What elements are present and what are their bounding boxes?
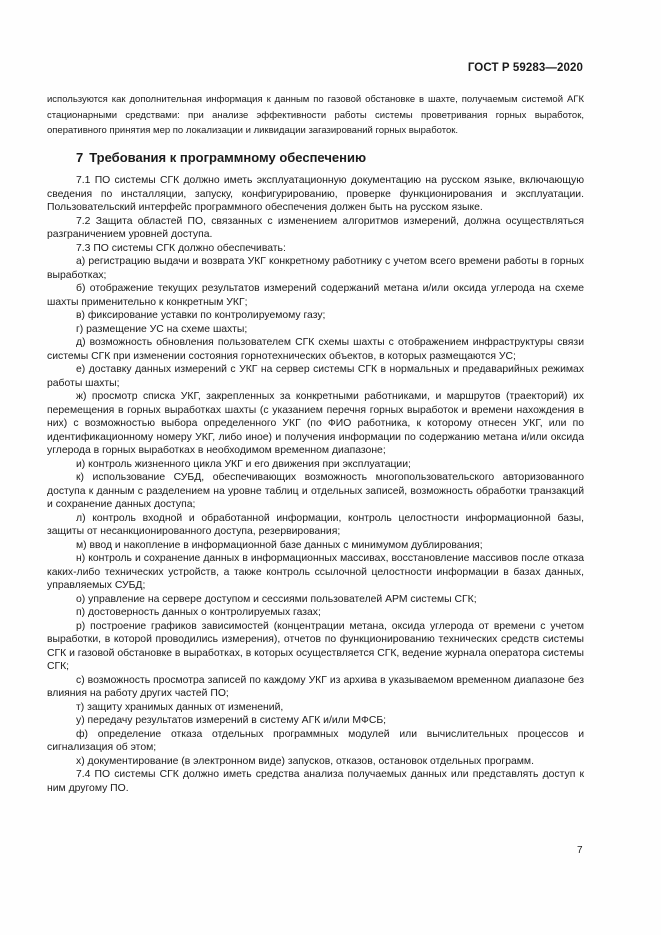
section-heading (76, 150, 366, 165)
list-item-zh: ж) просмотр списка УКГ, закрепленных за конкретными работниками, и маршрутов (траекторий) их перемещения в горных выработках шахты (с указанием перечня горных выработок и времени нахождения в них) с возможностью выбора определенного УКГ (по ФИО работника, к которому отнесен УКГ, или по идентификационному номеру УКГ, либо иное) и получения информации по содержанию метана и/или оксида углерода в горных выработках в необходимом временном диапазоне; (47, 391, 584, 456)
paragraph-7-4: 7.4 ПО системы СГК должно иметь средства анализа получаемых данных или представлять доступ к ним другому ПО. (47, 769, 584, 794)
list-item-d: д) возможность обновления пользователем СГК схемы шахты с отображением инфраструктуры связи системы СГК при изменении состояния горнотехнических объектов, в которых размещаются УС; (47, 337, 584, 362)
list-item-v: в) фиксирование уставки по контролируемому газу; (76, 310, 326, 321)
list-item-o: о) управление на сервере доступом и сессиями пользователей АРМ системы СГК; (76, 593, 477, 605)
section-number: 7 (76, 150, 84, 165)
list-item-b: б) отображение текущих результатов измерений содержаний метана и/или оксида углерода на схеме шахты применительно к конкретным УКГ; (47, 283, 584, 308)
intro-paragraph: используются как дополнительная информация к данным по газовой обстановке в шахте, получаемым системой АГК стационарными средствами: при анализе эффективности работы системы проветривания горных выработок, оперативного принятия мер по локализации и ликвидации загазирований горных выработок. (47, 94, 584, 136)
list-item-a: а) регистрацию выдачи и возврата УКГ конкретному работнику с учетом всего времени работы в горных выработках; (47, 256, 584, 281)
page-number: 7 (577, 845, 583, 856)
standard-header: ГОСТ Р 59283—2020 (467, 62, 583, 74)
list-item-p: п) достоверность данных о контролируемых газах; (76, 607, 321, 618)
paragraph-7-1: 7.1 ПО системы СГК должно иметь эксплуатационную документацию на русском языке, включающую сведения по инсталляции, запуску, конфигурированию, проверке функционирования и эксплуатации. Пользовательский интерфейс программного обеспечения должен быть на русском языке. (47, 175, 584, 213)
list-item-t: т) защиту хранимых данных от изменений, (76, 701, 284, 713)
list-item-n: н) контроль и сохранение данных в информационных массивах, восстановление массивов после отказа каких-либо технических устройств, а также контроль ссылочной целостности информации в базах данных, управляемых СУБД; (47, 553, 584, 591)
section-title: Требования к программному обеспечению (89, 150, 367, 165)
list-item-e: е) доставку данных измерений с УКГ на сервер системы СГК в нормальных и предаварийных режимах работы шахты; (47, 364, 584, 389)
list-item-m: м) ввод и накопление в информационной базе данных с минимумом дублирования; (76, 539, 483, 551)
paragraph-7-3: 7.3 ПО системы СГК должно обеспечивать: (76, 242, 286, 254)
intro-text (47, 92, 584, 139)
section-body (47, 174, 584, 795)
list-item-r: р) построение графиков зависимостей (концентрации метана, оксида углерода от времени с учетом выработки, в которой проводились измерения), отчетов по функционированию технических средств системы СГК и газовой обстановке в выработках, в которых осуществляется СГК, ведение журнала оператора системы СГК; (47, 620, 584, 672)
paragraph-7-2: 7.2 Защита областей ПО, связанных с изменением алгоритмов измерений, должна осуществляться разграничением уровней доступа. (47, 215, 584, 240)
list-item-h: х) документирование (в электронном виде) запусков, отказов, остановок отдельных программ. (76, 755, 534, 767)
list-item-k: к) использование СУБД, обеспечивающих возможность многопользовательского авторизованного доступа к данным с разделением на уровне таблиц и отдельных записей, возможность обработки транзакций и сохранение данных доступа; (47, 472, 584, 510)
list-item-s: с) возможность просмотра записей по каждому УКГ из архива в указываемом временном диапазоне без влияния на работу других частей ПО; (47, 674, 584, 699)
list-item-f: ф) определение отказа отдельных программных модулей или вычислительных процессов и сигнализация об этом; (47, 728, 584, 753)
list-item-l: л) контроль входной и обработанной информации, контроль целостности информационной базы, защиты от несанкционированного доступа, резервирования; (47, 512, 584, 537)
list-item-u: у) передачу результатов измерений в систему АГК и/или МФСБ; (76, 715, 387, 726)
list-item-i: и) контроль жизненного цикла УКГ и его движения при эксплуатации; (76, 458, 411, 470)
list-item-g: г) размещение УС на схеме шахты; (76, 323, 248, 335)
